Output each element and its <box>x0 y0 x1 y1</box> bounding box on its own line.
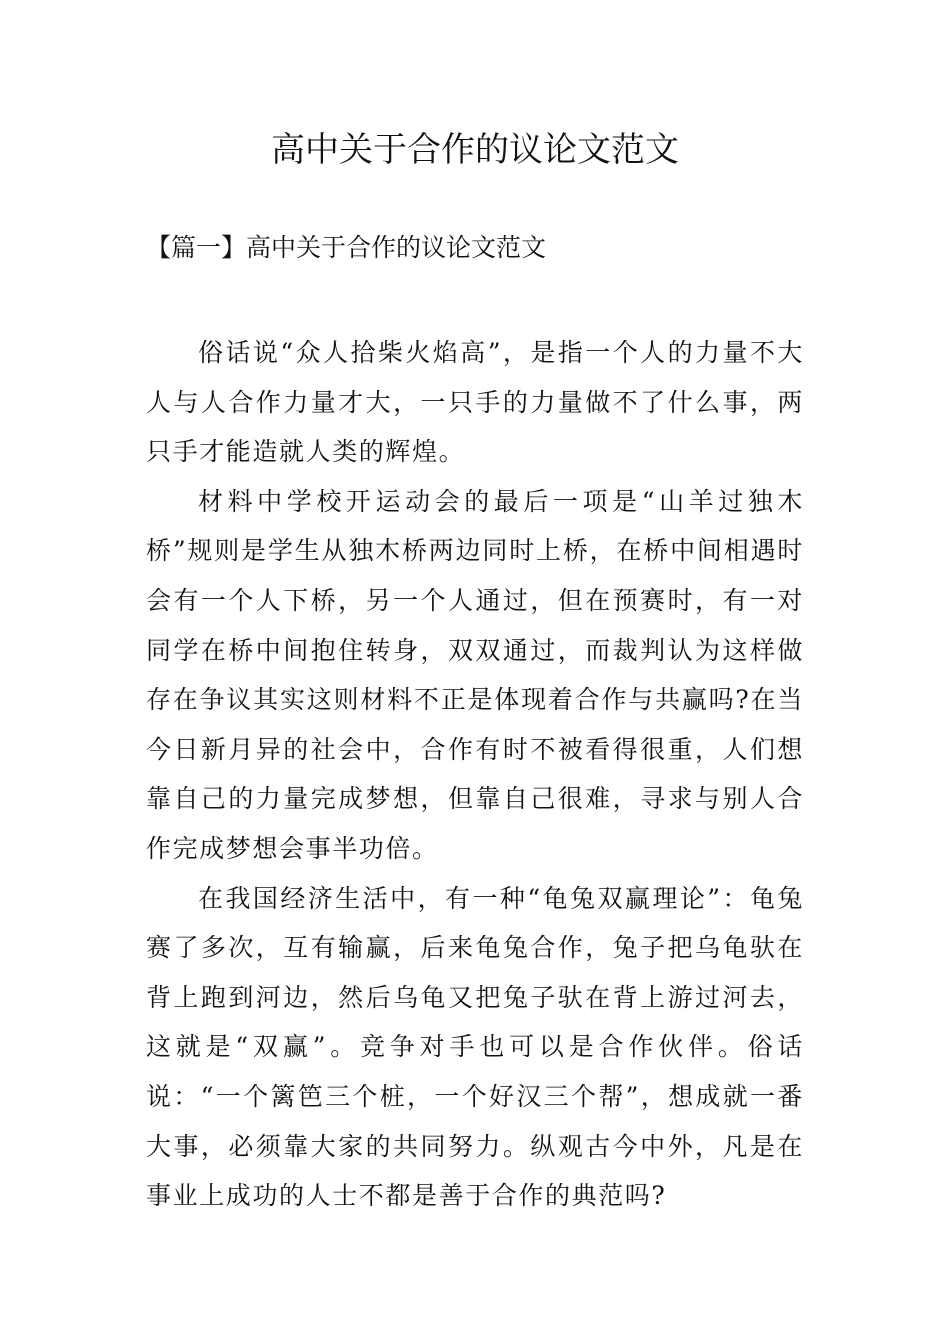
document-title: 高中关于合作的议论文范文 <box>271 130 679 170</box>
section-heading: 【篇一】高中关于合作的议论文范文 <box>146 233 547 262</box>
document-body <box>146 328 804 1221</box>
paragraph: 俗话说“众人拾柴火焰高”，是指一个人的力量不大人与人合作力量才大，一只手的力量做不了什么事，两只手才能造就人类的辉煌。 <box>146 338 804 467</box>
paragraph: 材料中学校开运动会的最后一项是“山羊过独木桥”规则是学生从独木桥两边同时上桥，在桥中间相遇时会有一个人下桥，另一个人通过，但在预赛时，有一对同学在桥中间抱住转身，双双通过，而裁判认为这样做存在争议其实这则材料不正是体现着合作与共赢吗?在当今日新月异的社会中，合作有时不被看得很重，人们想靠自己的力量完成梦想，但靠自己很难，寻求与别人合作完成梦想会事半功倍。 <box>146 486 804 863</box>
paragraph: 在我国经济生活中，有一种“龟兔双赢理论”：龟兔赛了多次，互有输赢，后来龟兔合作，兔子把乌龟驮在背上跑到河边，然后乌龟又把兔子驮在背上游过河去，这就是“双赢”。竞争对手也可以是合作伙伴。俗话说：“一个篱笆三个桩，一个好汉三个帮”，想成就一番大事，必须靠大家的共同努力。纵观古今中外，凡是在事业上成功的人士不都是善于合作的典范吗? <box>146 883 804 1211</box>
